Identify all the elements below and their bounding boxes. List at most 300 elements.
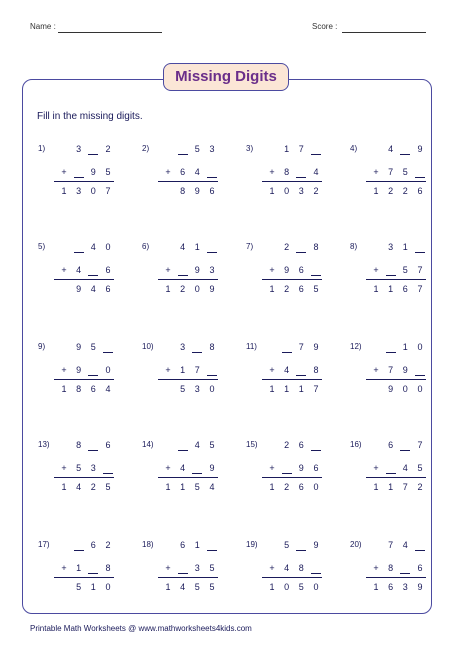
name-line[interactable]	[58, 32, 162, 33]
plus-sign: +	[165, 265, 171, 275]
digit: 4	[105, 384, 111, 394]
problem-16	[350, 440, 430, 520]
addend-bottom-row	[370, 463, 426, 474]
addend-bottom-row	[162, 167, 218, 178]
missing-digit-blank[interactable]	[73, 167, 85, 178]
digit: 4	[180, 463, 186, 473]
addend-bottom-row	[58, 563, 114, 574]
plus-sign: +	[269, 265, 275, 275]
digit: 2	[180, 284, 186, 294]
plus-sign: +	[373, 167, 379, 177]
digit: 1	[388, 482, 394, 492]
missing-digit-blank[interactable]	[295, 242, 307, 253]
digit: 2	[90, 482, 96, 492]
missing-digit-blank[interactable]	[310, 144, 322, 155]
missing-digit-blank[interactable]	[414, 167, 426, 178]
missing-digit-blank[interactable]	[385, 265, 397, 276]
plus-sign: +	[269, 365, 275, 375]
addend-bottom-row	[266, 167, 322, 178]
digit: 9	[388, 384, 394, 394]
digit: 8	[76, 440, 82, 450]
digit: 0	[194, 284, 200, 294]
missing-digit-blank[interactable]	[177, 440, 189, 451]
sum-rule	[262, 181, 322, 182]
addend-bottom-row	[370, 563, 426, 574]
digit: 3	[388, 242, 394, 252]
plus-sign: +	[61, 563, 67, 573]
digit: 7	[417, 440, 423, 450]
digit: 5	[194, 144, 200, 154]
digit: 1	[194, 540, 200, 550]
digit: 8	[388, 563, 394, 573]
addend-bottom-row	[58, 265, 114, 276]
problem-13	[38, 440, 118, 520]
sum-row	[58, 284, 114, 295]
sum-rule	[158, 279, 218, 280]
problem-number: 10)	[142, 342, 154, 351]
addend-top-row	[58, 342, 114, 353]
score-label: Score :	[312, 22, 338, 31]
problem-5	[38, 242, 118, 322]
digit: 4	[388, 144, 394, 154]
digit: 1	[373, 284, 379, 294]
plus-sign: +	[269, 563, 275, 573]
sum-row	[370, 284, 426, 295]
digit: 9	[209, 284, 215, 294]
digit: 6	[90, 540, 96, 550]
missing-digit-blank[interactable]	[177, 265, 189, 276]
digit: 5	[105, 167, 111, 177]
digit: 7	[417, 265, 423, 275]
digit: 5	[105, 482, 111, 492]
addend-bottom-row	[162, 463, 218, 474]
digit: 0	[313, 482, 319, 492]
digit: 2	[313, 186, 319, 196]
missing-digit-blank[interactable]	[414, 242, 426, 253]
missing-digit-blank[interactable]	[206, 167, 218, 178]
problem-9	[38, 342, 118, 422]
digit: 4	[76, 265, 82, 275]
missing-digit-blank[interactable]	[399, 563, 411, 574]
digit: 2	[284, 482, 290, 492]
addend-bottom-row	[266, 365, 322, 376]
digit	[162, 144, 174, 155]
worksheet-title: Missing Digits	[163, 63, 289, 91]
digit: 9	[417, 582, 423, 592]
plus-sign: +	[269, 463, 275, 473]
digit: 6	[402, 284, 408, 294]
digit: 7	[388, 167, 394, 177]
missing-digit-blank[interactable]	[295, 167, 307, 178]
digit: 5	[209, 440, 215, 450]
digit: 6	[298, 284, 304, 294]
digit: 0	[90, 186, 96, 196]
missing-digit-blank[interactable]	[73, 242, 85, 253]
digit: 3	[194, 563, 200, 573]
missing-digit-blank[interactable]	[310, 563, 322, 574]
digit: 5	[209, 582, 215, 592]
addend-top-row	[266, 144, 322, 155]
problem-number: 16)	[350, 440, 362, 449]
digit: 7	[417, 284, 423, 294]
missing-digit-blank[interactable]	[310, 265, 322, 276]
digit: 3	[402, 582, 408, 592]
digit: 5	[298, 582, 304, 592]
sum-rule	[54, 477, 114, 478]
sum-rule	[366, 279, 426, 280]
plus-sign: +	[269, 167, 275, 177]
missing-digit-blank[interactable]	[191, 342, 203, 353]
missing-digit-blank[interactable]	[399, 144, 411, 155]
digit	[266, 242, 278, 253]
missing-digit-blank[interactable]	[385, 463, 397, 474]
digit	[370, 242, 382, 253]
digit: 1	[269, 482, 275, 492]
missing-digit-blank[interactable]	[281, 342, 293, 353]
digit: 3	[209, 144, 215, 154]
digit: 4	[76, 482, 82, 492]
missing-digit-blank[interactable]	[281, 463, 293, 474]
sum-rule	[54, 279, 114, 280]
digit: 6	[388, 440, 394, 450]
digit: 3	[298, 186, 304, 196]
sum-row	[58, 384, 114, 395]
problem-8	[350, 242, 430, 322]
digit: 2	[402, 186, 408, 196]
missing-digit-blank[interactable]	[310, 440, 322, 451]
addend-top-row	[266, 540, 322, 551]
digit: 4	[402, 463, 408, 473]
digit: 1	[180, 365, 186, 375]
digit	[162, 440, 174, 451]
digit: 9	[209, 463, 215, 473]
digit: 5	[90, 342, 96, 352]
digit: 0	[105, 242, 111, 252]
digit: 3	[209, 265, 215, 275]
digit: 8	[313, 242, 319, 252]
missing-digit-blank[interactable]	[206, 365, 218, 376]
digit: 6	[417, 563, 423, 573]
digit	[58, 342, 70, 353]
sum-row	[266, 284, 322, 295]
digit: 2	[105, 540, 111, 550]
sum-row	[162, 284, 218, 295]
digit: 8	[209, 342, 215, 352]
digit: 7	[194, 365, 200, 375]
digit: 5	[284, 540, 290, 550]
problem-number: 3)	[246, 144, 254, 153]
problem-10	[142, 342, 222, 422]
addend-top-row	[58, 242, 114, 253]
sum-row	[162, 582, 218, 593]
digit: 6	[388, 582, 394, 592]
digit: 9	[313, 540, 319, 550]
addend-top-row	[162, 342, 218, 353]
problem-6	[142, 242, 222, 322]
plus-sign: +	[373, 463, 379, 473]
digit: 9	[76, 284, 82, 294]
digit: 1	[180, 482, 186, 492]
addend-top-row	[58, 144, 114, 155]
missing-digit-blank[interactable]	[177, 563, 189, 574]
sum-rule	[158, 477, 218, 478]
digit: 9	[313, 342, 319, 352]
problem-number: 20)	[350, 540, 362, 549]
digit: 5	[402, 167, 408, 177]
digit	[162, 342, 174, 353]
digit: 4	[402, 540, 408, 550]
digit	[370, 342, 382, 353]
digit: 3	[194, 384, 200, 394]
missing-digit-blank[interactable]	[206, 242, 218, 253]
sum-row	[162, 384, 218, 395]
digit: 2	[284, 284, 290, 294]
sum-row	[370, 582, 426, 593]
digit: 1	[284, 384, 290, 394]
digit: 9	[76, 342, 82, 352]
missing-digit-blank[interactable]	[414, 365, 426, 376]
problem-number: 2)	[142, 144, 150, 153]
digit: 4	[313, 167, 319, 177]
problem-15	[246, 440, 326, 520]
addend-bottom-row	[162, 365, 218, 376]
digit: 9	[284, 265, 290, 275]
digit: 6	[417, 186, 423, 196]
digit: 7	[402, 482, 408, 492]
problem-1	[38, 144, 118, 224]
digit: 2	[284, 242, 290, 252]
digit: 4	[90, 284, 96, 294]
sum-row	[58, 582, 114, 593]
digit: 8	[313, 365, 319, 375]
missing-digit-blank[interactable]	[177, 144, 189, 155]
digit	[58, 284, 70, 295]
plus-sign: +	[61, 365, 67, 375]
digit	[266, 540, 278, 551]
digit: 7	[298, 342, 304, 352]
digit: 6	[90, 384, 96, 394]
digit: 4	[180, 582, 186, 592]
digit: 1	[298, 384, 304, 394]
problem-number: 7)	[246, 242, 254, 251]
digit: 4	[284, 365, 290, 375]
addend-bottom-row	[266, 463, 322, 474]
digit: 4	[284, 563, 290, 573]
sum-row	[266, 186, 322, 197]
digit: 8	[180, 186, 186, 196]
missing-digit-blank[interactable]	[102, 463, 114, 474]
footer-text: Printable Math Worksheets @ www.mathworksheets4kids.com	[30, 624, 252, 633]
missing-digit-blank[interactable]	[102, 342, 114, 353]
digit: 6	[209, 186, 215, 196]
digit: 6	[313, 463, 319, 473]
missing-digit-blank[interactable]	[87, 365, 99, 376]
problem-number: 13)	[38, 440, 50, 449]
digit: 9	[194, 265, 200, 275]
digit: 6	[105, 265, 111, 275]
digit: 6	[298, 482, 304, 492]
digit: 1	[388, 284, 394, 294]
problem-11	[246, 342, 326, 422]
missing-digit-blank[interactable]	[87, 144, 99, 155]
addend-top-row	[58, 440, 114, 451]
plus-sign: +	[373, 365, 379, 375]
digit: 0	[284, 186, 290, 196]
addend-top-row	[266, 440, 322, 451]
problem-number: 15)	[246, 440, 258, 449]
sum-rule	[54, 379, 114, 380]
sum-row	[58, 186, 114, 197]
problem-14	[142, 440, 222, 520]
digit: 1	[269, 284, 275, 294]
missing-digit-blank[interactable]	[87, 440, 99, 451]
digit: 0	[313, 582, 319, 592]
addend-top-row	[162, 144, 218, 155]
addend-bottom-row	[370, 167, 426, 178]
digit: 8	[105, 563, 111, 573]
digit: 1	[373, 482, 379, 492]
sum-rule	[262, 279, 322, 280]
plus-sign: +	[373, 265, 379, 275]
addend-bottom-row	[58, 167, 114, 178]
problem-4	[350, 144, 430, 224]
problem-number: 6)	[142, 242, 150, 251]
sum-rule	[158, 379, 218, 380]
problem-18	[142, 540, 222, 620]
sum-row	[58, 482, 114, 493]
addend-bottom-row	[266, 265, 322, 276]
missing-digit-blank[interactable]	[399, 440, 411, 451]
digit	[370, 440, 382, 451]
addend-top-row	[370, 144, 426, 155]
digit: 7	[313, 384, 319, 394]
sum-rule	[366, 577, 426, 578]
digit	[162, 186, 174, 197]
score-line[interactable]	[342, 32, 426, 33]
digit: 1	[165, 284, 171, 294]
addend-top-row	[370, 540, 426, 551]
sum-row	[162, 482, 218, 493]
digit: 2	[417, 482, 423, 492]
addend-top-row	[370, 242, 426, 253]
digit: 5	[180, 384, 186, 394]
digit: 5	[313, 284, 319, 294]
digit: 1	[269, 186, 275, 196]
digit	[266, 342, 278, 353]
digit: 4	[180, 242, 186, 252]
digit	[58, 540, 70, 551]
digit: 0	[417, 384, 423, 394]
digit: 1	[61, 186, 67, 196]
digit: 6	[298, 265, 304, 275]
digit: 9	[417, 144, 423, 154]
sum-row	[266, 482, 322, 493]
digit	[162, 384, 174, 395]
plus-sign: +	[165, 563, 171, 573]
digit: 8	[298, 563, 304, 573]
sum-rule	[366, 477, 426, 478]
sum-rule	[262, 477, 322, 478]
digit: 9	[76, 365, 82, 375]
digit	[370, 384, 382, 395]
digit: 1	[402, 342, 408, 352]
digit: 1	[194, 242, 200, 252]
digit	[162, 242, 174, 253]
addend-top-row	[266, 242, 322, 253]
sum-row	[370, 186, 426, 197]
digit	[58, 582, 70, 593]
digit	[58, 242, 70, 253]
digit: 5	[402, 265, 408, 275]
digit: 4	[194, 440, 200, 450]
addend-top-row	[162, 540, 218, 551]
addend-top-row	[58, 540, 114, 551]
digit	[266, 440, 278, 451]
digit: 6	[180, 540, 186, 550]
missing-digit-blank[interactable]	[73, 540, 85, 551]
digit: 5	[209, 563, 215, 573]
digit: 0	[105, 365, 111, 375]
missing-digit-blank[interactable]	[191, 463, 203, 474]
digit: 8	[284, 167, 290, 177]
digit: 7	[388, 365, 394, 375]
digit: 6	[105, 440, 111, 450]
missing-digit-blank[interactable]	[87, 563, 99, 574]
digit: 4	[194, 167, 200, 177]
problem-number: 9)	[38, 342, 46, 351]
digit	[370, 540, 382, 551]
digit	[162, 540, 174, 551]
digit: 0	[209, 384, 215, 394]
sum-row	[162, 186, 218, 197]
digit	[370, 144, 382, 155]
plus-sign: +	[61, 463, 67, 473]
instruction-text: Fill in the missing digits.	[37, 111, 143, 122]
problem-7	[246, 242, 326, 322]
addend-top-row	[162, 242, 218, 253]
missing-digit-blank[interactable]	[414, 540, 426, 551]
problem-number: 19)	[246, 540, 258, 549]
addend-top-row	[370, 342, 426, 353]
problem-number: 1)	[38, 144, 46, 153]
digit: 3	[90, 463, 96, 473]
digit: 1	[61, 482, 67, 492]
digit: 9	[194, 186, 200, 196]
problem-number: 5)	[38, 242, 46, 251]
digit: 5	[194, 582, 200, 592]
digit: 3	[76, 186, 82, 196]
sum-rule	[366, 379, 426, 380]
missing-digit-blank[interactable]	[295, 540, 307, 551]
digit: 2	[388, 186, 394, 196]
missing-digit-blank[interactable]	[295, 365, 307, 376]
plus-sign: +	[165, 365, 171, 375]
missing-digit-blank[interactable]	[385, 342, 397, 353]
missing-digit-blank[interactable]	[87, 265, 99, 276]
digit: 1	[61, 384, 67, 394]
plus-sign: +	[61, 265, 67, 275]
problem-number: 18)	[142, 540, 154, 549]
digit: 0	[284, 582, 290, 592]
digit: 5	[76, 582, 82, 592]
digit	[266, 144, 278, 155]
problem-19	[246, 540, 326, 620]
sum-row	[370, 384, 426, 395]
addend-bottom-row	[370, 265, 426, 276]
missing-digit-blank[interactable]	[206, 540, 218, 551]
sum-rule	[54, 181, 114, 182]
digit: 5	[76, 463, 82, 473]
